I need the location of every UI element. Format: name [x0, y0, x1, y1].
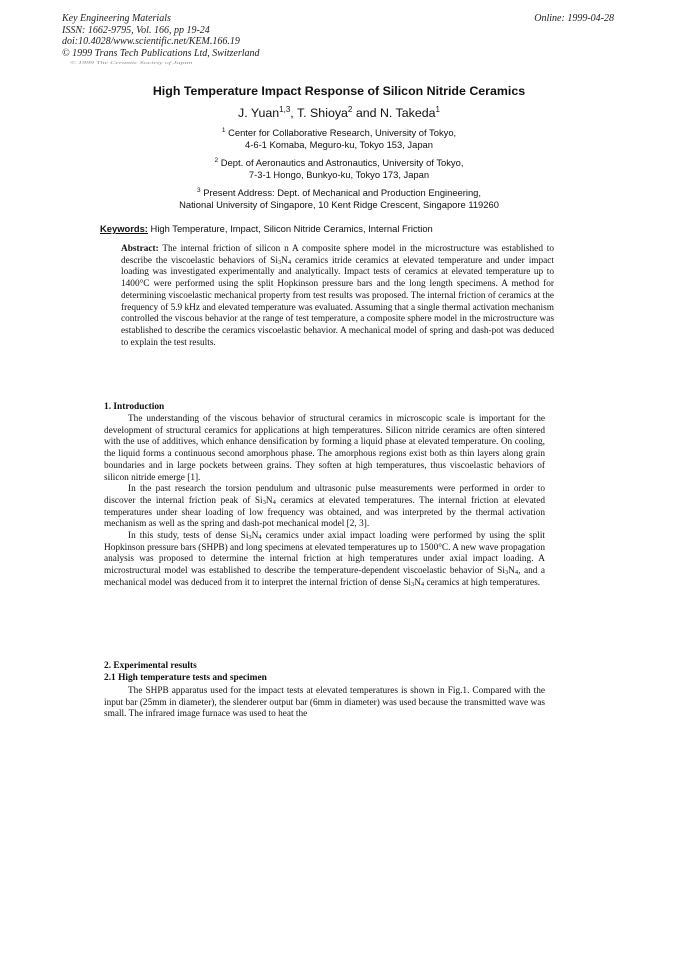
subscript: 4	[272, 498, 276, 506]
affil-sup: 3	[196, 187, 201, 194]
paragraph-text: In this study, tests of dense Si	[128, 531, 249, 542]
subscript: 4	[514, 569, 519, 577]
paper-title: High Temperature Impact Response of Silicon Nitride Ceramics	[152, 84, 526, 98]
subscript: 3	[410, 580, 415, 588]
subscript: 4	[258, 534, 262, 542]
subscript: 3	[262, 498, 266, 506]
journal-header	[62, 13, 260, 59]
author-sep: and	[352, 106, 380, 120]
affil-line: Present Address: Dept. of Mechanical and Production Engineering,	[203, 187, 481, 198]
paragraph-text: , and a mechanical model was deduced from it to interpret the internal friction of dense Si	[104, 566, 545, 588]
author-name: N. Takeda	[379, 106, 436, 120]
chem-symbol: N	[251, 531, 259, 542]
author-sep: ,	[290, 106, 297, 120]
journal-name: Key Engineering Materials	[62, 13, 171, 24]
paragraph-text: ceramics at elevated temperatures. The internal friction at elevated temperatures under shear loading of low frequency was obtained, and was interpreted by the thermal activation mechanism as well as the spring and dash-pot mechanical model [2, 3].	[104, 495, 545, 530]
section-heading: 1. Introduction	[104, 402, 165, 412]
abstract-text: The internal friction of silicon n A composite sphere model in the microstructure was established to describe the viscoelastic behaviors of Si	[121, 244, 554, 266]
abstract	[121, 244, 554, 349]
subscript: 3	[248, 534, 252, 542]
chem-symbol: N	[414, 577, 421, 588]
author-affil-sup: 1	[435, 105, 440, 114]
subsection-heading: 2.1 High temperature tests and specimen	[104, 673, 267, 683]
subscript: 3	[504, 569, 509, 577]
affil-line: Dept. of Aeronautics and Astronautics, University of Tokyo,	[220, 157, 464, 168]
doi-line: doi:10.4028/www.scientific.net/KEM.166.19	[62, 36, 240, 47]
keywords-label: Keywords:	[100, 223, 148, 234]
paragraph: The SHPB apparatus used for the impact tests at elevated temperatures is shown in Fig.1. Compared with the input bar (25mm in diameter), the slenderer output bar (6mm in diameter) was used because the transmitted wave was small. The infrared image furnace was used to heat the	[104, 686, 545, 720]
author-affil-sup: 2	[347, 105, 353, 114]
affiliation-1	[0, 127, 678, 151]
subscript: 4	[287, 258, 292, 266]
paragraph-text: ceramics under axial impact loading were performed by using the split Hopkinson pressure bars (SHPB) and long specimens at elevated temperatures up to 1500°C. A new wave propagation analysis was proposed to determine the internal friction at high temperatures under axial impact loading. A microstructural model was established to describe the temperature-dependent viscoelastic behavior of Si	[104, 531, 546, 577]
affil-line: 4-6-1 Komaba, Meguro-ku, Tokyo 153, Japan	[245, 139, 433, 150]
paragraph-text: In the past research the torsion pendulum and ultrasonic pulse measurements were performed in order to discover the internal friction peak of Si	[104, 484, 545, 506]
faded-society-line: © 1999 The Ceramic Society of Japan	[70, 60, 193, 65]
paragraph: The understanding of the viscous behavior of structural ceramics in microscopic scale is important for the development of structural ceramics for applications at high temperatures. Silicon nitride ceramics are often sintered with the use of additives, which enhance densification by forming a liquid phase at elevated temperature. On cooling, the liquid forms a continuous second amorphous phase. The amorphous regions exist both as thin layers along grain boundaries and in large pockets between grains. They soften at high temperatures, thus viscoelastic behaviors of silicon nitride emerge [1].	[104, 414, 545, 483]
online-date: Online: 1999-04-28	[534, 13, 614, 24]
affil-sup: 2	[214, 157, 219, 164]
chem-symbol: N	[281, 255, 288, 266]
author-affil-sup: 1,3	[279, 105, 291, 114]
author-list	[0, 106, 678, 120]
paragraph	[104, 484, 545, 531]
paragraph	[104, 531, 545, 590]
author-name: J. Yuan	[238, 106, 280, 120]
chem-symbol: N	[508, 566, 515, 577]
section-heading: 2. Experimental results	[104, 661, 197, 671]
affil-line: National University of Singapore, 10 Kent Ridge Crescent, Singapore 119260	[179, 199, 499, 210]
abstract-text: ceramics itride ceramics at elevated temperature and under impact loading was investigated experimentally and analytically. Impact tests of ceramics at elevated temperature up to 1400°C were performed using the split Hopkinson pressure bars and the long length specimens. A method for determining viscoelastic mechanical property from test results was proposed. The internal friction of ceramics at the frequency of 5.9 kHz and elevated temperature was evaluated. Assuming that a single thermal activation mechanism controlled the viscous behavior at the range of test temperature, a composite sphere model in the microstructure was established to describe the ceramics viscoelastic behavior. A mechanical model of spring and dash-pot was deduced to explain the test results.	[121, 255, 554, 348]
issn-line: ISSN: 1662-9795, Vol. 166, pp 19-24	[62, 24, 210, 36]
experimental-body	[104, 686, 545, 721]
subscript: 4	[420, 580, 425, 588]
copyright-line: © 1999 Trans Tech Publications Ltd, Switzerland	[62, 47, 260, 59]
subscript: 3	[277, 258, 282, 266]
affiliation-3	[0, 187, 678, 211]
affil-line: 7-3-1 Hongo, Bunkyo-ku, Tokyo 173, Japan	[248, 169, 430, 180]
keywords-line	[100, 223, 433, 234]
intro-body	[104, 414, 545, 590]
affiliation-2	[0, 157, 678, 181]
chem-symbol: N	[265, 495, 273, 506]
keywords-text: High Temperature, Impact, Silicon Nitride Ceramics, Internal Friction	[150, 223, 433, 234]
author-name: T. Shioya	[296, 106, 348, 120]
affil-sup: 1	[221, 127, 226, 134]
affil-line: Center for Collaborative Research, University of Tokyo,	[228, 127, 457, 138]
abstract-label: Abstract:	[121, 244, 159, 254]
paragraph-text: ceramics at high temperatures.	[426, 577, 541, 588]
